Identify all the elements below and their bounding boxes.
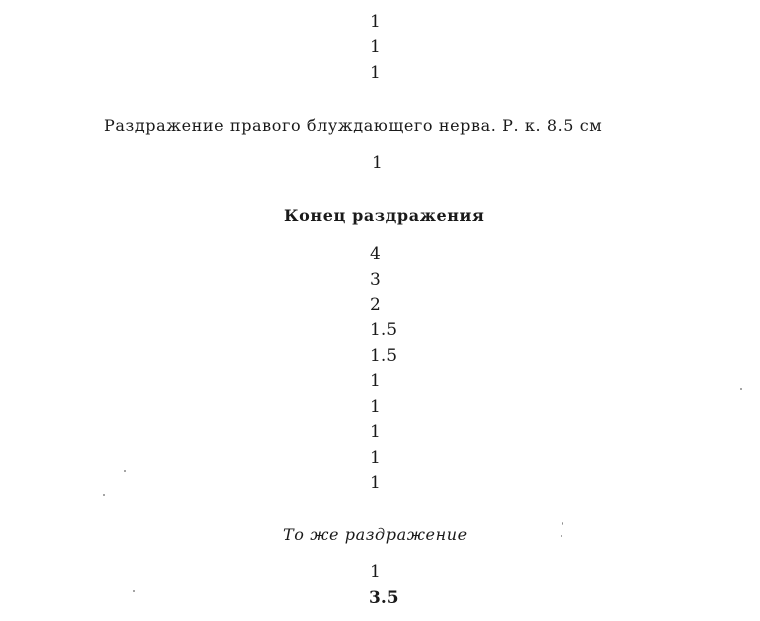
scan-speck [103, 494, 105, 496]
value: 2 [370, 295, 381, 315]
scan-speck [562, 522, 563, 525]
value: 3.5 [369, 588, 399, 608]
value: 1 [370, 63, 381, 83]
value: 1 [370, 562, 381, 582]
scan-speck [133, 590, 135, 592]
value: 1.5 [370, 320, 398, 340]
value: 1 [370, 473, 381, 493]
value: 1 [370, 37, 381, 57]
value: 1 [370, 448, 381, 468]
value: 1.5 [370, 346, 398, 366]
value: 1 [372, 153, 383, 173]
value: 4 [370, 244, 381, 264]
section-heading-same-stimulation: То же раздражение [283, 525, 468, 544]
scan-speck [561, 535, 562, 537]
value: 1 [370, 12, 381, 32]
value: 1 [370, 371, 381, 391]
value: 1 [370, 397, 381, 417]
section-heading-end-stimulation: Конец раздражения [284, 206, 485, 225]
section-heading-stimulation: Раздражение правого блуждающего нерва. Р. к. 8.5 см [104, 116, 603, 135]
scan-speck [740, 388, 742, 390]
value: 3 [370, 270, 381, 290]
scan-speck [124, 470, 126, 472]
value: 1 [370, 422, 381, 442]
